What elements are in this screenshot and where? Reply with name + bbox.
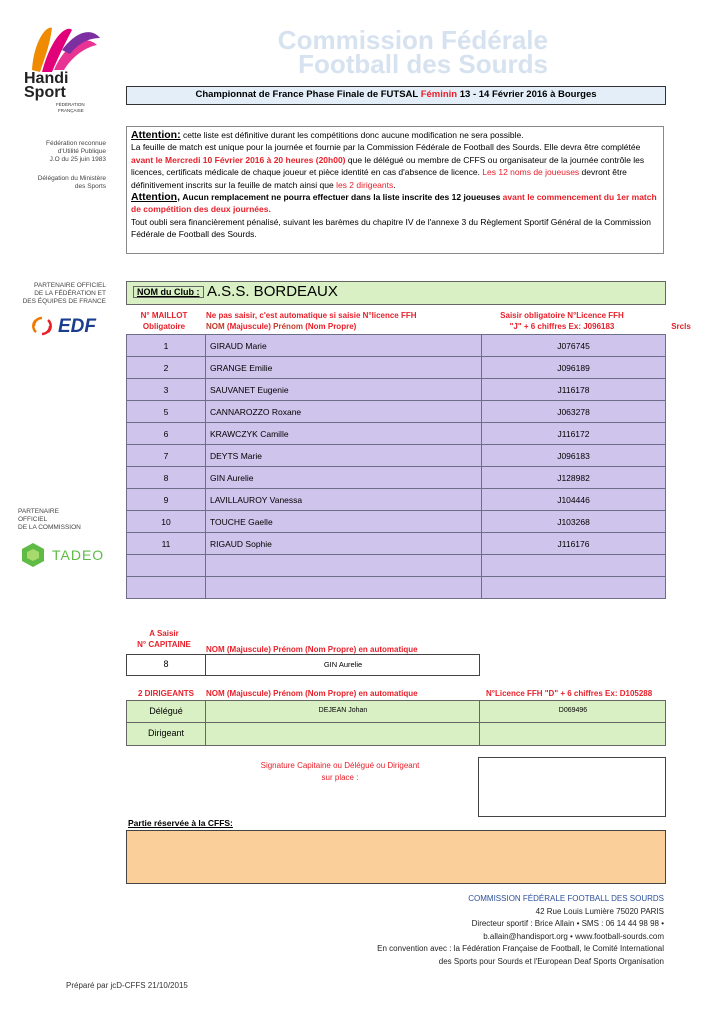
- attention-text-2: La feuille de match est unique pour la journée et fournie par la Commission Fédérale de Football des Sourds. Elle devra être complétée: [131, 142, 641, 153]
- player-row: [127, 533, 666, 555]
- player-name: DEYTS Marie: [206, 445, 482, 467]
- banner-dates: 13 - 14 Février 2016 à Bourges: [459, 89, 597, 100]
- dirigeant-divider: [205, 723, 206, 745]
- attention-2-dirigeants: les 2 dirigeants: [336, 179, 394, 190]
- player-licence[interactable]: J063278: [482, 401, 666, 423]
- captain-row: [126, 654, 480, 676]
- captain-number[interactable]: 8: [163, 659, 169, 669]
- commission-title-line1: Commission Fédérale: [277, 25, 548, 55]
- commission-title-line2: Football des Sourds: [298, 49, 548, 79]
- player-name: KRAWCZYK Camille: [206, 423, 482, 445]
- player-row: [127, 401, 666, 423]
- player-licence[interactable]: [482, 577, 666, 599]
- nom-header-nom: NOM: [206, 322, 225, 331]
- prepared-by: Préparé par jcD-CFFS 21/10/2015: [66, 981, 188, 990]
- attention-text-4-red: avant le commencement du 1er match de compétition des deux journées.: [131, 192, 657, 215]
- attention-box: [126, 126, 664, 254]
- player-number[interactable]: 10: [127, 511, 206, 533]
- player-row: [127, 555, 666, 577]
- logo-federation: FÉDÉRATION: [56, 102, 85, 107]
- federation-note-line: d'Utilité Publique: [57, 148, 106, 155]
- delegue-row: [126, 700, 666, 724]
- licence-header: [482, 310, 642, 332]
- edf-text: EDF: [58, 316, 96, 337]
- player-name: [206, 555, 482, 577]
- tadeo-hex-icon: [20, 542, 46, 568]
- player-licence[interactable]: J128982: [482, 467, 666, 489]
- federation-note-line: Fédération reconnue: [46, 140, 106, 147]
- attention-text-4: Aucun remplacement ne pourra effectuer dans la liste inscrite des 12 joueuses: [182, 192, 501, 203]
- delegue-licence[interactable]: D069496: [558, 707, 588, 714]
- player-name: SAUVANET Eugenie: [206, 379, 482, 401]
- signature-box[interactable]: [478, 757, 666, 817]
- player-number[interactable]: [127, 577, 206, 599]
- banner-category: Féminin: [420, 89, 458, 100]
- partner-com-line: PARTENAIRE OFFICIEL: [18, 508, 59, 523]
- delegue-label: Délégué: [149, 706, 183, 716]
- club-label: NOM du Club :: [133, 286, 204, 298]
- attention-heading-1: Attention:: [131, 129, 181, 141]
- dirigeant-divider-2: [479, 723, 480, 745]
- partner-note-line: DE LA FÉDÉRATION ET: [34, 290, 106, 297]
- signature-line-1: Signature Capitaine ou Délégué ou Dirigeant: [260, 761, 420, 770]
- maillot-header: [130, 310, 198, 332]
- partner-federation-note: [20, 282, 106, 306]
- delegation-note: [20, 175, 106, 191]
- club-row: [126, 281, 666, 305]
- player-name: RIGAUD Sophie: [206, 533, 482, 555]
- player-row: [127, 489, 666, 511]
- player-number[interactable]: 6: [127, 423, 206, 445]
- captain-divider: [205, 655, 206, 675]
- attention-text-1: cette liste est définitive durant les compétitions donc aucune modification ne sera possible.: [182, 130, 524, 140]
- player-licence[interactable]: J104446: [482, 489, 666, 511]
- banner-prefix: Championnat de France Phase Finale de FUTSAL: [195, 89, 419, 100]
- captain-header-1: A Saisir: [149, 629, 179, 638]
- footer-line-4: b.allain@handisport.org • www.football-sourds.com: [483, 931, 664, 941]
- captain-header: [130, 628, 198, 650]
- footer-line-3: Directeur sportif : Brice Allain • SMS : 06 14 44 98 98 •: [471, 919, 664, 928]
- srcls-header: Srcls: [671, 322, 691, 331]
- dirigeants-lic-header: N°Licence FFH "D" + 6 chiffres Ex: D105288: [486, 689, 653, 698]
- nom-header-1: Ne pas saisir, c'est automatique si saisie N°licence FFH: [206, 311, 417, 320]
- player-licence[interactable]: J096189: [482, 357, 666, 379]
- partner-commission-note: [18, 508, 88, 532]
- nom-header: [206, 310, 466, 332]
- captain-nom-header: NOM (Majuscule) Prénom (Nom Propre) en automatique: [206, 645, 418, 654]
- logo-handi: Handi: [24, 70, 69, 87]
- player-number[interactable]: 11: [127, 533, 206, 555]
- player-number[interactable]: [127, 555, 206, 577]
- federation-note: [20, 140, 106, 164]
- player-licence[interactable]: J116178: [482, 379, 666, 401]
- reserved-box: [126, 830, 666, 884]
- edf-logo: [30, 314, 110, 340]
- attention-12-names: Les 12 noms de joueuses: [482, 167, 580, 178]
- logo-francaise: FRANÇAISE: [58, 108, 84, 113]
- federation-note-line: J.O du 25 juin 1983: [49, 156, 106, 163]
- player-name: GIN Aurelie: [206, 467, 482, 489]
- footer-line-1: COMMISSION FÉDÉRALE FOOTBALL DES SOURDS: [468, 894, 664, 903]
- maillot-header-1: N° MAILLOT: [140, 311, 188, 320]
- footer-line-6: des Sports pour Sourds et l'European Deaf Sports Organisation: [438, 956, 664, 966]
- partner-com-line: DE LA COMMISSION: [18, 524, 81, 531]
- players-table: [126, 334, 666, 599]
- player-number[interactable]: 1: [127, 335, 206, 357]
- player-name: [206, 577, 482, 599]
- nom-header-propre: (Nom Propre): [305, 322, 357, 331]
- nom-header-prenom: Prénom: [273, 322, 303, 331]
- attention-text-5: Tout oubli sera financièrement pénalisé, suivant les barèmes du chapitre IV de l'annexe 3 du Règlement Sportif Général de la Commission Fédérale de Football des Sourds.: [131, 216, 651, 240]
- attention-text-3c: .: [393, 179, 396, 190]
- player-licence[interactable]: J116172: [482, 423, 666, 445]
- player-licence[interactable]: J096183: [482, 445, 666, 467]
- player-licence[interactable]: J103268: [482, 511, 666, 533]
- captain-name: GIN Aurelie: [323, 660, 363, 669]
- delegation-note-line: Délégation du Ministère: [37, 175, 106, 182]
- player-name: LAVILLAUROY Vanessa: [206, 489, 482, 511]
- player-name: TOUCHE Gaelle: [206, 511, 482, 533]
- delegue-name[interactable]: DEJEAN Johan: [318, 707, 368, 714]
- licence-header-1: Saisir obligatoire N°Licence FFH: [500, 311, 624, 320]
- logo-sport: Sport: [24, 84, 66, 101]
- dirigeant-label: Dirigeant: [147, 728, 185, 738]
- player-licence[interactable]: J076745: [482, 335, 666, 357]
- player-name: GIRAUD Marie: [206, 335, 482, 357]
- club-name[interactable]: A.S.S. BORDEAUX: [207, 283, 338, 300]
- delegue-divider-2: [479, 701, 480, 723]
- player-name: GRANGE Emilie: [206, 357, 482, 379]
- footer-line-2: 42 Rue Louis Lumière 75020 PARIS: [535, 906, 664, 916]
- player-row: [127, 379, 666, 401]
- player-row: [127, 577, 666, 599]
- licence-header-2: "J" + 6 chiffres Ex: J096183: [509, 322, 615, 331]
- delegation-note-line: des Sports: [74, 183, 106, 190]
- player-name: CANNAROZZO Roxane: [206, 401, 482, 423]
- captain-header-2: N° CAPITAINE: [137, 640, 191, 649]
- partner-note-line: DES ÉQUIPES DE FRANCE: [22, 298, 106, 305]
- dirigeants-header: 2 DIRIGEANTS: [137, 689, 194, 698]
- player-row: [127, 335, 666, 357]
- commission-title: [248, 25, 548, 79]
- attention-text-3: que le délégué ou membre de CFFS ou organisateur de la journée contrôle les licences, certificats médicale de chaque joueur et pièce identité en cas d'absence de licence.: [131, 154, 645, 178]
- championship-banner: [126, 86, 666, 105]
- delegue-divider: [205, 701, 206, 723]
- attention-heading-2: Attention,: [131, 191, 180, 204]
- attention-deadline: avant le Mercredi 10 Février 2016 à 20 heures (20h00): [131, 154, 346, 165]
- reserved-label: Partie réservée à la CFFS:: [128, 818, 233, 828]
- nom-header-maj: (Majuscule): [226, 322, 271, 331]
- dirigeants-nom-header: NOM (Majuscule) Prénom (Nom Propre) en automatique: [206, 689, 418, 698]
- player-number[interactable]: 8: [127, 467, 206, 489]
- footer-line-5: En convention avec : la Fédération Française de Football, le Comité International: [377, 944, 664, 953]
- tadeo-text: TADEO: [52, 547, 105, 563]
- dirigeant-row: [126, 722, 666, 746]
- player-row: [127, 467, 666, 489]
- player-row: [127, 357, 666, 379]
- partner-note-line: PARTENAIRE OFFICIEL: [34, 282, 106, 289]
- player-row: [127, 423, 666, 445]
- signature-line-2: sur place :: [321, 773, 359, 782]
- handisport-logo: [22, 20, 102, 120]
- player-number[interactable]: 2: [127, 357, 206, 379]
- player-row: [127, 445, 666, 467]
- player-number[interactable]: 9: [127, 489, 206, 511]
- player-number[interactable]: 3: [127, 379, 206, 401]
- player-licence[interactable]: J116176: [482, 533, 666, 555]
- tadeo-logo: [20, 542, 115, 568]
- footer: [300, 893, 664, 968]
- signature-label: [240, 760, 440, 784]
- player-licence[interactable]: [482, 555, 666, 577]
- player-number[interactable]: 7: [127, 445, 206, 467]
- maillot-header-2: Obligatoire: [142, 322, 186, 331]
- attention-text-3b: devront être définitivement inscrits sur la feuille de match ainsi que: [131, 167, 627, 190]
- edf-sun-icon: [30, 314, 54, 338]
- player-row: [127, 511, 666, 533]
- player-number[interactable]: 5: [127, 401, 206, 423]
